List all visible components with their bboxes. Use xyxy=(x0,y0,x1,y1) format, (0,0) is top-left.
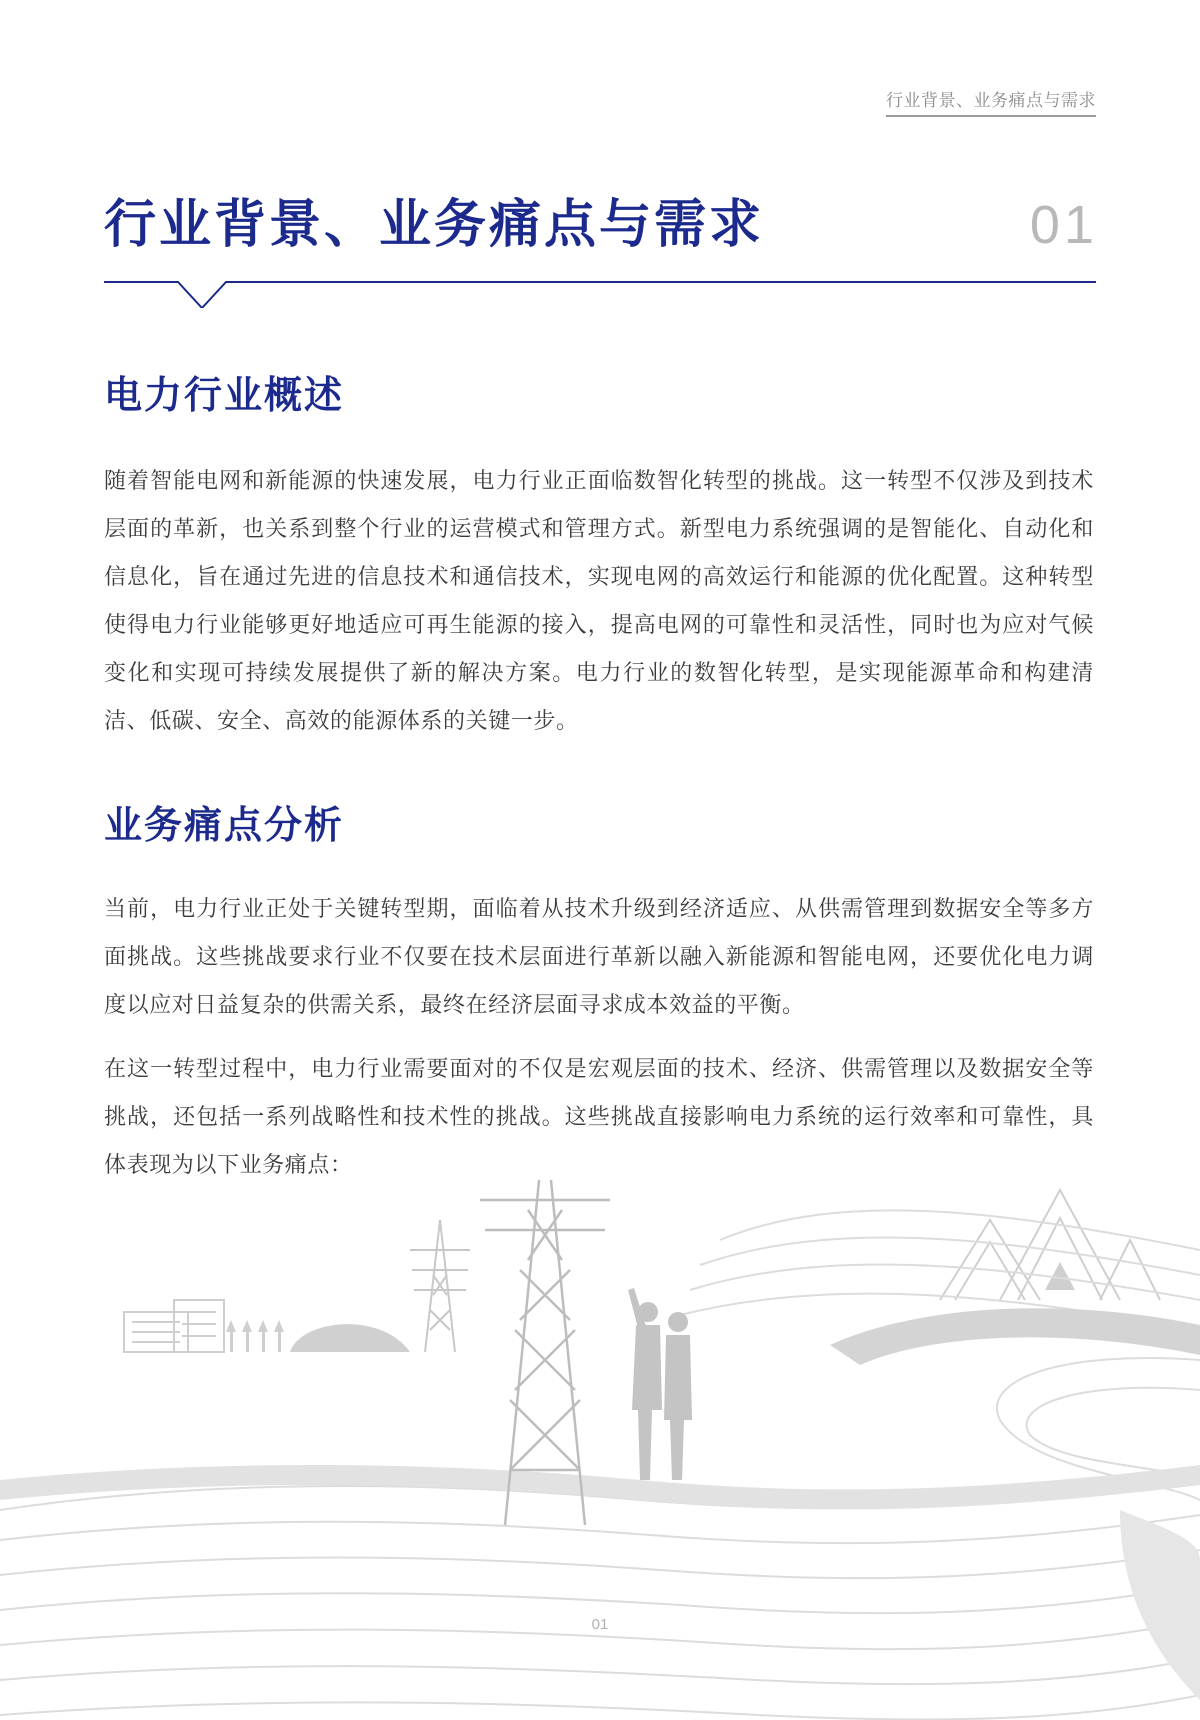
contour-lines xyxy=(0,1210,1200,1719)
running-header: 行业背景、业务痛点与需求 xyxy=(886,86,1096,117)
overview-paragraph: 随着智能电网和新能源的快速发展，电力行业正面临数智化转型的挑战。这一转型不仅涉及到技术层面的革新，也关系到整个行业的运营模式和管理方式。新型电力系统强调的是智能化、自动化和信息化，旨在通过先进的信息技术和通信技术，实现电网的高效运行和能源的优化配置。这种转型使得电力行业能够更好地适应可再生能源的接入，提高电网的可靠性和灵活性，同时也为应对气候变化和实现可持续发展提供了新的解决方案。电力行业的数智化转型，是实现能源革命和构建清洁、低碳、安全、高效的能源体系的关键一步。 xyxy=(104,469,1094,734)
wind-turbine-icon xyxy=(226,1320,284,1352)
chapter-title: 行业背景、业务痛点与需求 xyxy=(104,195,765,255)
title-divider xyxy=(104,258,1096,308)
painpoints-paragraph-2: 在这一转型过程中，电力行业需要面对的不仅是宏观层面的技术、经济、供需管理以及数据安全等挑战，还包括一系列战略性和技术性的挑战。这些挑战直接影响电力系统的运行效率和可靠性，具体表现为以下业务痛点： xyxy=(104,1057,1094,1178)
small-transmission-tower-icon xyxy=(410,1220,470,1352)
power-grid-illustration xyxy=(0,1180,1200,1720)
workers-silhouette-icon xyxy=(628,1288,692,1480)
page-number: 01 xyxy=(591,1616,609,1633)
chapter-number: 01 xyxy=(1029,195,1098,255)
building-icon xyxy=(124,1300,224,1352)
section-heading-painpoints: 业务痛点分析 xyxy=(104,803,345,847)
dome-icon xyxy=(290,1324,410,1352)
painpoints-paragraph-1: 当前，电力行业正处于关键转型期，面临着从技术升级到经济适应、从供需管理到数据安全等多方面挑战。这些挑战要求行业不仅要在技术层面进行革新以融入新能源和智能电网，还要优化电力调度以应对日益复杂的供需关系，最终在经济层面寻求成本效益的平衡。 xyxy=(104,897,1094,1018)
road-band xyxy=(830,1308,1200,1365)
section-heading-overview: 电力行业概述 xyxy=(104,373,345,417)
